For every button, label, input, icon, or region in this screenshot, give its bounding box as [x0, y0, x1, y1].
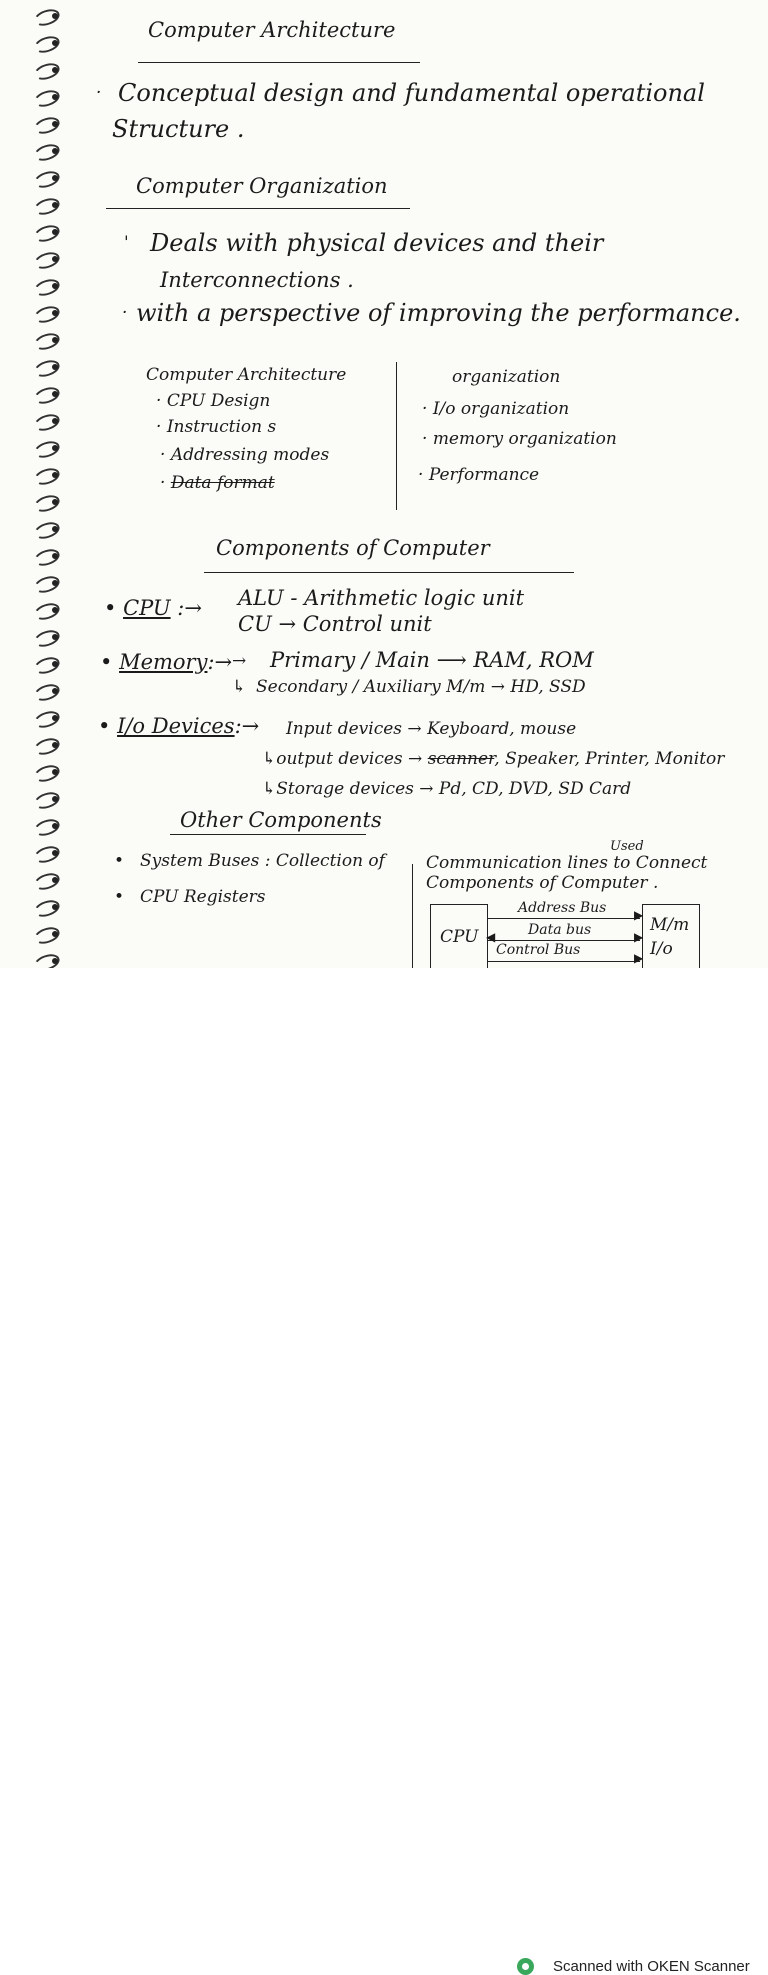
binding-hole	[52, 337, 58, 343]
memory-bracket: ↳	[232, 677, 247, 697]
binding-hole	[52, 364, 58, 370]
binding-hole	[52, 688, 58, 694]
oken-scanner-icon	[517, 1958, 534, 1975]
control-bus-arrow	[488, 961, 640, 962]
scanner-watermark: Scanned with OKEN Scanner	[553, 1958, 750, 1975]
binding-hole	[52, 715, 58, 721]
binding-hole	[52, 418, 58, 424]
binding-hole	[52, 13, 58, 19]
memory-primary: Primary / Main ⟶ RAM, ROM	[270, 648, 594, 672]
comparison-right-item: · I/o organization	[422, 399, 570, 419]
org-bullet1-text: Deals with physical devices and their	[150, 229, 604, 257]
comparison-right-item: · Performance	[418, 465, 540, 485]
binding-hole	[52, 256, 58, 262]
components-heading: Components of Computer	[216, 536, 490, 560]
binding-hole	[52, 769, 58, 775]
io-output: ↳output devices → scanner, Speaker, Printer, Monitor	[262, 749, 725, 769]
comparison-left-title: Computer Architecture	[146, 365, 347, 385]
data-bus-label: Data bus	[528, 922, 592, 938]
binding-hole	[52, 175, 58, 181]
binding-hole	[52, 202, 58, 208]
cpu-box-label: CPU	[440, 927, 479, 947]
buses-desc: Communication lines to Connect	[426, 853, 708, 873]
io-storage: ↳Storage devices → Pd, CD, DVD, SD Card	[262, 779, 632, 799]
binding-hole	[52, 229, 58, 235]
bullet: '	[124, 233, 129, 253]
comparison-left-item: · Instruction s	[156, 417, 277, 437]
binding-hole	[52, 148, 58, 154]
arrow-head: ▶	[634, 951, 644, 965]
org-heading-underline	[106, 208, 410, 209]
arrow-head: ▶	[634, 930, 644, 944]
bullet: •	[114, 851, 125, 871]
binding-hole	[52, 742, 58, 748]
scanner-footer	[0, 968, 768, 1975]
binding-hole	[52, 391, 58, 397]
mm-label: M/m	[650, 915, 690, 935]
arch-heading-underline	[138, 62, 420, 63]
buses-desc2: Components of Computer .	[426, 873, 659, 893]
binding-hole	[52, 121, 58, 127]
memory-label: • Memory:→	[100, 650, 233, 674]
binding-hole	[52, 634, 58, 640]
used-note: Used	[610, 839, 644, 854]
cpu-alu: ALU - Arithmetic logic unit	[238, 586, 525, 610]
binding-hole	[52, 607, 58, 613]
org-bullet2-text: with a perspective of improving the performance.	[136, 299, 741, 327]
binding-hole	[52, 310, 58, 316]
spiral-binding	[30, 0, 66, 968]
bullet: ·	[122, 303, 128, 323]
binding-hole	[52, 904, 58, 910]
bullet: ·	[96, 83, 102, 103]
memory-secondary: Secondary / Auxiliary M/m → HD, SSD	[256, 677, 586, 697]
arch-heading: Computer Architecture	[148, 18, 396, 42]
cpu-label: • CPU :→	[104, 596, 202, 620]
comparison-right-title: organization	[452, 367, 561, 387]
comparison-left-item: · CPU Design	[156, 391, 271, 411]
binding-hole	[52, 823, 58, 829]
address-bus-arrow	[488, 918, 640, 919]
org-bullet1-cont: Interconnections .	[160, 268, 354, 292]
other-heading-underline	[170, 834, 366, 835]
other-heading: Other Components	[180, 808, 382, 832]
bracket-line	[412, 864, 413, 968]
arrow-head: ◀	[486, 930, 496, 944]
binding-hole	[52, 445, 58, 451]
binding-hole	[52, 958, 58, 964]
binding-hole	[52, 67, 58, 73]
arch-bullet-text: Conceptual design and fundamental operational	[118, 79, 705, 107]
bullet: •	[114, 887, 125, 907]
comparison-left-item: · Data format	[160, 473, 275, 493]
memory-bracket: →	[232, 651, 247, 671]
address-bus-label: Address Bus	[518, 900, 607, 916]
org-heading: Computer Organization	[136, 174, 388, 198]
binding-hole	[52, 553, 58, 559]
io-box-label: I/o	[650, 939, 673, 959]
binding-hole	[52, 94, 58, 100]
cpu-cu: CU → Control unit	[238, 612, 432, 636]
comparison-divider	[396, 362, 397, 510]
binding-hole	[52, 796, 58, 802]
components-heading-underline	[204, 572, 574, 573]
binding-hole	[52, 472, 58, 478]
binding-hole	[52, 40, 58, 46]
binding-hole	[52, 283, 58, 289]
binding-hole	[52, 931, 58, 937]
binding-hole	[52, 661, 58, 667]
comparison-left-item: · Addressing modes	[160, 445, 330, 465]
binding-hole	[52, 499, 58, 505]
binding-hole	[52, 580, 58, 586]
comparison-right-item: · memory organization	[422, 429, 617, 449]
control-bus-label: Control Bus	[496, 942, 581, 958]
arrow-head: ▶	[634, 908, 644, 922]
cpu-registers: CPU Registers	[140, 887, 266, 907]
binding-hole	[52, 877, 58, 883]
data-bus-arrow	[488, 940, 640, 941]
binding-hole	[52, 850, 58, 856]
arch-bullet-cont: Structure .	[112, 115, 245, 143]
io-label: • I/o Devices:→	[98, 714, 260, 738]
binding-hole	[52, 526, 58, 532]
system-buses: System Buses : Collection of	[140, 851, 385, 871]
io-input: Input devices → Keyboard, mouse	[286, 719, 577, 739]
notebook-page	[0, 0, 768, 968]
